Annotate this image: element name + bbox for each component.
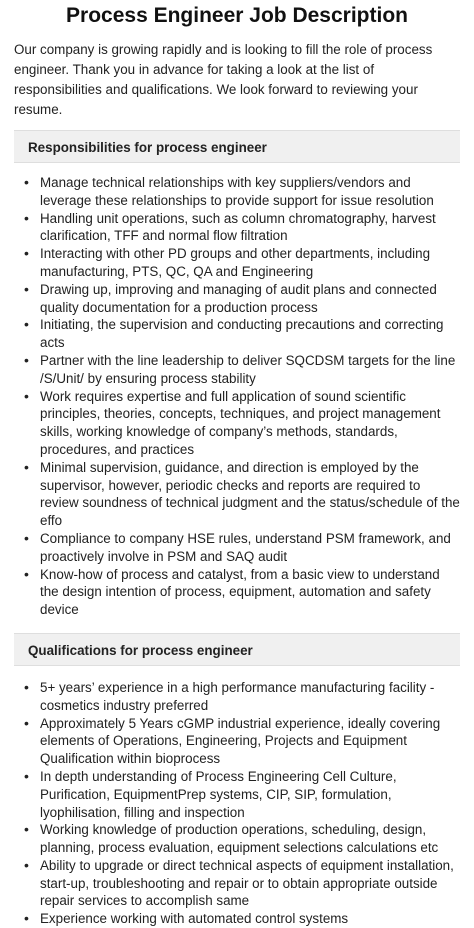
list-item: • Handling unit operations, such as column chromatography, harvest clarification, TFF and normal flow filtration: [22, 210, 460, 246]
qualifications-heading: Qualifications for process engineer: [14, 633, 460, 666]
list-item: • Compliance to company HSE rules, understand PSM framework, and proactively involve in PSM and SAQ audit: [22, 530, 460, 566]
list-item: • 5+ years’ experience in a high performance manufacturing facility - cosmetics industry preferred: [22, 679, 460, 715]
list-item: • Partner with the line leadership to deliver SQCDSM targets for the line /S/Unit/ by ensuring process stability: [22, 352, 460, 388]
list-item: • Minimal supervision, guidance, and direction is employed by the supervisor, however, periodic checks and reports are required to review soundness of technical judgment and the status/schedule of the effo: [22, 459, 460, 530]
list-item: • Ability to upgrade or direct technical aspects of equipment installation, start-up, troubleshooting and repair or to obtain appropriate outside repair services to accomplish same: [22, 857, 460, 910]
list-item: • Working knowledge of production operations, scheduling, design, planning, process evaluation, equipment selections calculations etc: [22, 821, 460, 857]
list-item: • Approximately 5 Years cGMP industrial experience, ideally covering elements of Operations, Engineering, Projects and Equipment Qualification within bioprocess: [22, 715, 460, 768]
page-title: Process Engineer Job Description: [66, 4, 408, 27]
list-item: • In depth understanding of Process Engineering Cell Culture, Purification, EquipmentPrep systems, CIP, SIP, formulation, lyophilisation, filling and inspection: [22, 768, 460, 821]
responsibilities-list: [14, 174, 460, 619]
responsibilities-heading: Responsibilities for process engineer: [14, 130, 460, 163]
list-item: • Experience working with automated control systems: [22, 910, 460, 928]
list-item: • Manage technical relationships with key suppliers/vendors and leverage these relationships to provide support for issue resolution: [22, 174, 460, 210]
list-item: • Interacting with other PD groups and other departments, including manufacturing, PTS, QC, QA and Engineering: [22, 245, 460, 281]
list-item: • Know-how of process and catalyst, from a basic view to understand the design intention of process, equipment, automation and safety device: [22, 566, 460, 619]
list-item: • Drawing up, improving and managing of audit plans and connected quality documentation for a production process: [22, 281, 460, 317]
qualifications-list: [14, 679, 460, 928]
list-item: • Work requires expertise and full application of sound scientific principles, theories, concepts, techniques, and project management skills, working knowledge of company’s methods, standards, procedures, and practices: [22, 388, 460, 459]
intro-paragraph: Our company is growing rapidly and is looking to fill the role of process engineer. Thank you in advance for taking a look at the list of responsibilities and qualifications. We look forward to reviewing your resume.: [14, 42, 433, 117]
list-item: • Initiating, the supervision and conducting precautions and correcting acts: [22, 316, 460, 352]
